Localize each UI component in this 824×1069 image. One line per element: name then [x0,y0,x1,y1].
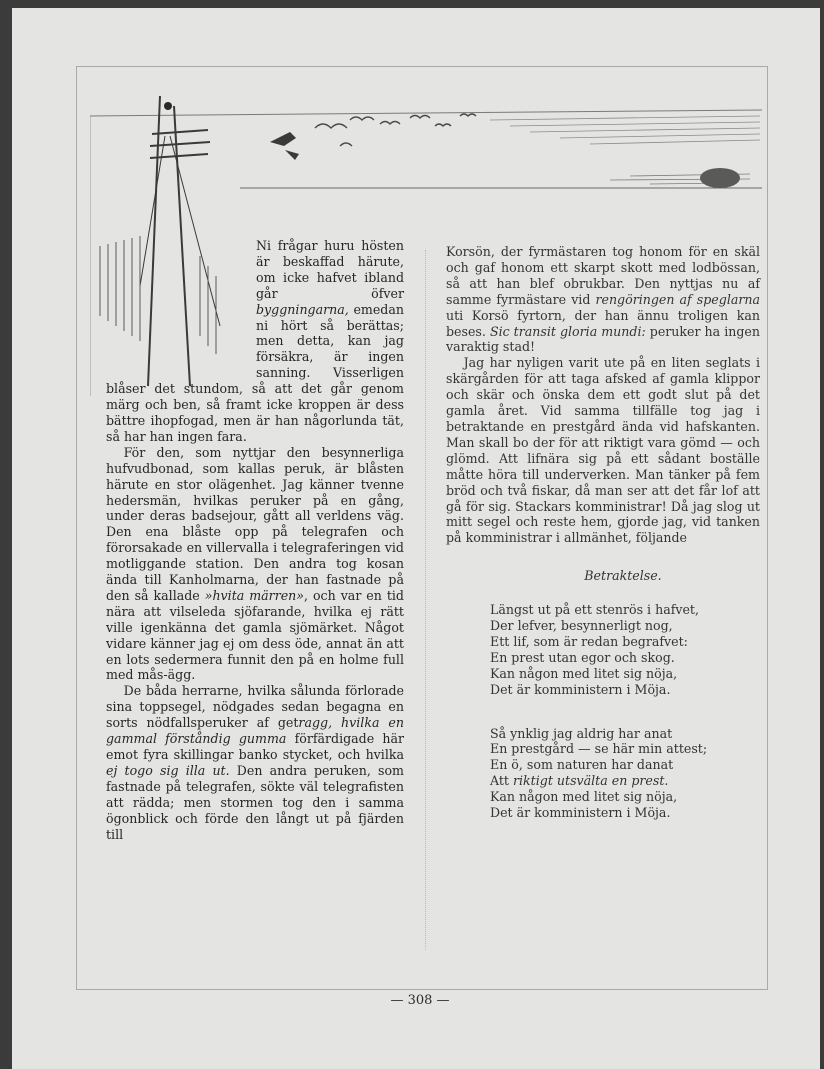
poem-stanza-2 [490,726,760,821]
right-p1-italic2: Sic transit gloria mundi: [489,323,646,339]
page-number: — 308 — [390,993,450,1008]
stanza1-line: Ett lif, som är redan begrafvet: [490,633,688,649]
right-p1-b: uti Korsö fyrtorn, der han ännu troligen kan beses. [446,307,760,339]
stanza2-line: En prestgård — se här min attest; [490,741,708,757]
left-p3-italic: ragg, hvilka en gammal förståndig gumma [106,715,404,747]
right-paragraph-1 [446,244,760,355]
right-column [446,244,760,964]
stanza2-line4-a: Att [490,773,513,789]
stanza1-line: Kan någon med litet sig nöja, [490,665,678,681]
column-divider [425,250,426,950]
left-paragraph-2 [106,445,404,684]
stanza1-line: Det är komministern i Möja. [490,681,671,697]
left-column [106,238,404,958]
stanza2-line: Så ynklig jag aldrig har anat [490,725,673,741]
stanza1-line: Der lefver, besynnerligt nog, [490,618,673,634]
sky-hatching [490,116,760,144]
left-p1-lead: Ni frågar huru hösten är beskaffad härute, om icke hafvet ibland går öfver [256,238,404,301]
left-p3-c: Den andra peruken, som fastnade på telegrafen, sökte väl telegrafisten att rädda; men stormen tog den i samma ögonblick och förde den långt ut på fjärden till [106,762,404,842]
stanza2-line: En ö, som naturen har danat [490,757,674,773]
left-p3-a: De båda herrarne, hvilka sålunda förlorade sina toppsegel, nödgades sedan begagna en sorts nödfallsperuker af get [106,683,404,731]
illustration-wrap-space [106,238,256,380]
left-p1-italic: byggningarna, [256,301,349,317]
stanza1-line: En prest utan egor och skog. [490,649,675,665]
right-p1-a: Korsön, der fyrmästaren tog honom för en skäl och gaf honom ett skarpt skott med lodbössan, så att han blef obrukbar. Den nyttjas nu af samme fyrmästare vid [446,244,760,307]
left-p2-a: För den, som nyttjar den besynnerliga hufvudbonad, som kallas peruk, är blåsten härute en stor olägenhet. Jag känner tvenne hedersmän, hvilkas peruker på en gång, under deras badsejour, gått all verldens väg. Den ena blåste opp på telegrafen och förorsakade en villervalla i telegraferingen vid motliggande station. Den andra tog kosan ända till Kanholmarna, der han fastnade på den så kallade [106,444,404,603]
mast-top [164,102,172,110]
stanza2-line4-italic: riktigt utsvälta en prest. [513,773,669,789]
rock-shape [700,168,740,188]
right-p1-c: peruker ha ingen varaktig stad! [446,323,760,355]
left-p3-italic2: ej togo sig illa ut. [106,762,230,778]
gull-drawing [270,132,299,160]
birds [315,114,476,146]
right-p1-italic: rengöringen af speglarna [595,291,760,307]
stanza2-line: Kan någon med litet sig nöja, [490,789,678,805]
left-p2-italic: »hvita märren» [204,587,304,603]
poem-stanza-1 [490,602,760,697]
right-paragraph-2: Jag har nyligen varit ute på en liten seglats i skärgården för att taga afsked af gamla klippor och skär och önska dem ett godt slut på det gamla året. Vid samma tillfälle tog jag i betraktande en prestgård ända vid hafskanten. Man skall bo der för att riktigt vara gömd — och glömd. Att lifnära sig på ett sådant boställe måtte höra till underverken. Man tänker på fem bröd och två fiskar, då man ser att det får lof att gå för sig. Stackars komministrar! Då jag slog ut mitt segel och reste hem, gjorde jag, vid tanken på komministrar i allmänhet, följande [446,355,760,546]
poem-title: Betraktelse. [584,568,662,584]
left-p2-b: , och var en tid nära att vilseleda sjöfarande, hvilka ej rätt ville igenkänna det gamla sjömärket. Något vidare känner jag ej om dess öde, annat än att en lots sedermera funnit den på en holme full med mås-ägg. [106,587,404,683]
stanza2-line: Det är komministern i Möja. [490,805,671,821]
stanza2-line [490,773,760,789]
stanza1-line: Längst ut på ett stenrös i hafvet, [490,602,699,618]
left-p1-rest: emedan ni hört så berättas; men detta, kan jag försäkra, är ingen sanning. Visserligen blåser det stundom, så att det går genom märg och ben, så framt icke kroppen är dess bättre ihopfogad, men är han någorlunda tät, så har han ingen fara. [106,301,404,444]
left-p3-b: förfärdigade här emot fyra skillingar banko stycket, och hvilka [106,731,404,762]
left-paragraph-3 [106,683,404,842]
